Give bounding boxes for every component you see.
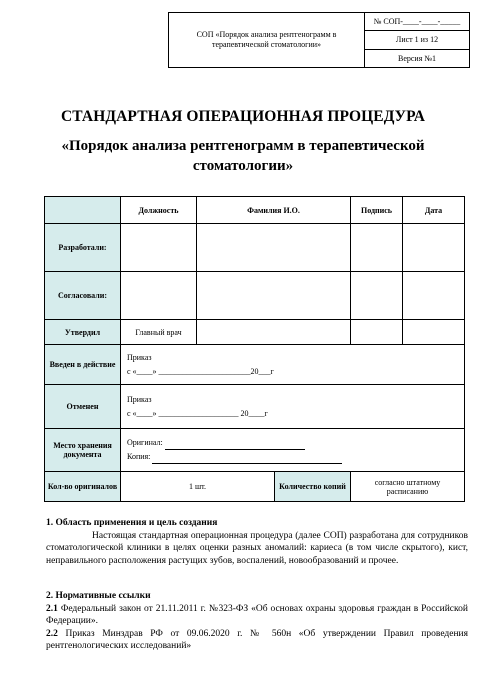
table-row [45,272,465,320]
header-meta [365,13,469,67]
section-2-item-1-text: Федеральный закон от 21.11.2011 г. №323-ФЗ «Об основах охраны здоровья граждан в Российской Федерации». [46,603,468,626]
cell-developed-signature[interactable] [351,224,403,272]
cell-cancelled-order [121,385,465,429]
label-copies-count: Количество копий [275,472,351,502]
section-2-item-2-text: Приказ Минздрав РФ от 09.06.2020 г. № 560н «Об утверждении Правил проведения рентгенологических исследований» [46,628,468,651]
storage-original-label: Оригинал: [127,438,163,447]
section-2 [46,590,468,653]
row-label-originals-count: Кол-во оригиналов [45,472,121,502]
header-version: Версия №1 [397,53,437,63]
storage-copy-field[interactable] [152,454,342,464]
table-row [45,320,465,345]
storage-copy-line [127,450,458,464]
section-2-item-1 [46,603,468,628]
cell-agreed-signature[interactable] [351,272,403,320]
col-header-position: Должность [121,197,197,224]
cell-approved-position: Главный врач [121,320,197,345]
row-label-agreed: Согласовали: [45,272,121,320]
cancelled-order-label: Приказ [127,394,152,404]
page-title: СТАНДАРТНАЯ ОПЕРАЦИОННАЯ ПРОЦЕДУРА [60,108,426,125]
section-2-item-2-num: 2.2 [46,628,58,639]
cell-approved-name[interactable] [197,320,351,345]
storage-original-line [127,436,458,450]
cell-originals-count: 1 шт. [121,472,275,502]
introduced-order-label: Приказ [127,352,152,362]
cell-agreed-name[interactable] [197,272,351,320]
cell-copies-count: согласно штатному расписанию [351,472,465,502]
cell-agreed-position[interactable] [121,272,197,320]
col-header-signature: Подпись [351,197,403,224]
header-doc-title: СОП «Порядок анализа рентгенограмм в терапевтической стоматологии» [169,13,365,67]
table-row [45,224,465,272]
approval-table [44,196,465,502]
section-2-item-1-num: 2.1 [46,603,58,614]
page-subtitle: «Порядок анализа рентгенограмм в терапевтической стоматологии» [61,138,425,174]
document-header [168,12,470,68]
table-row [45,472,465,502]
section-2-item-2 [46,628,468,653]
cell-developed-date[interactable] [403,224,465,272]
section-1 [46,517,468,567]
introduced-order-line: с «____» _______________________20___г [127,366,274,376]
cell-introduced-order [121,345,465,385]
table-row [45,345,465,385]
cancelled-order-line: с «____» ____________________ 20____г [127,408,268,418]
corner-cell [45,197,121,224]
cell-developed-position[interactable] [121,224,197,272]
row-label-introduced: Введен в действие [45,345,121,385]
row-label-storage: Место хранения документа [45,429,121,472]
row-label-approved: Утвердил [45,320,121,345]
row-label-developed: Разработали: [45,224,121,272]
col-header-date: Дата [403,197,465,224]
table-row [45,385,465,429]
header-sop-number: № СОП-____-____-_____ [365,13,469,31]
col-header-name: Фамилия И.О. [197,197,351,224]
section-1-title: 1. Область применения и цель создания [46,518,218,528]
cell-agreed-date[interactable] [403,272,465,320]
cell-approved-signature[interactable] [351,320,403,345]
table-header-row [45,197,465,224]
storage-copy-label: Копия: [127,452,151,461]
cell-approved-date[interactable] [403,320,465,345]
section-1-text: Настоящая стандартная операционная процедура (далее СОП) разработана для сотрудников стоматологической клиники в целях оценки разных аномалий: кариеса (в том числе скрытого), кист, неправильного расположения растущих зубов, воспалений, новообразований и прочее. [46,530,468,566]
row-label-cancelled: Отменен [45,385,121,429]
section-2-title: 2. Нормативные ссылки [46,591,151,601]
cell-developed-name[interactable] [197,224,351,272]
storage-original-field[interactable] [165,440,305,450]
header-sheet: Лист 1 из 12 [365,31,469,49]
table-row [45,429,465,472]
cell-storage [121,429,465,472]
